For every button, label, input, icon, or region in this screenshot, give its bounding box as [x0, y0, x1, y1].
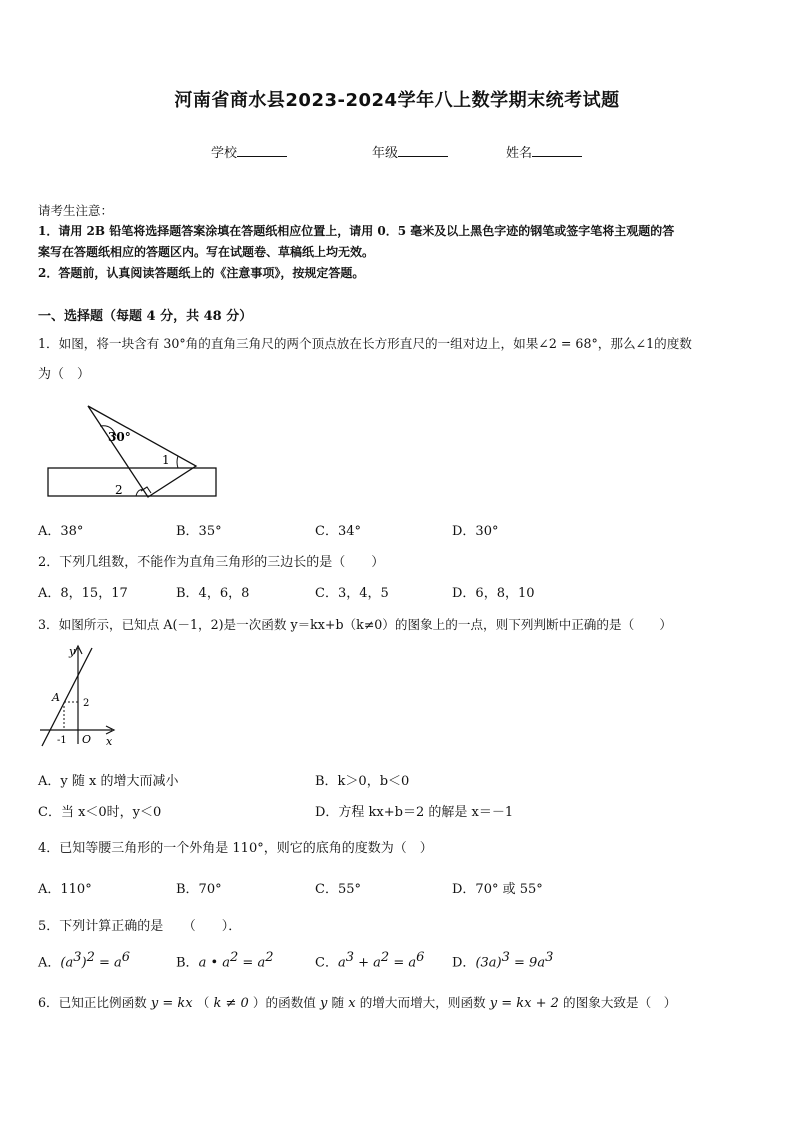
q1-option-c[interactable]: C．34° [315, 524, 361, 539]
q3-figure [36, 642, 120, 750]
q6-function1: y = kx [146, 996, 197, 1011]
q6-part3: ）的函数值 [252, 995, 316, 1010]
q6-x-var: x [344, 996, 360, 1011]
grade-blank[interactable] [398, 144, 448, 157]
q1-line2: 为（ ） [38, 367, 91, 382]
q5-a-res-exp: 6 [121, 950, 131, 965]
q5-c-eq: = a [389, 955, 417, 971]
q4-text: 4．已知等腰三角形的一个外角是 110°，则它的底角的度数为（ ） [38, 841, 433, 856]
angle30-label: 30° [108, 430, 131, 444]
q3-text: 3．如图所示，已知点 A(－1，2)是一次函数 y＝kx+b（k≠0）的图象上的一点，则下列判断中正确的是（ ） [38, 617, 672, 632]
q5-b-letter: B． [176, 955, 199, 971]
q3-option-b[interactable]: B．k＞0，b＜0 [315, 774, 410, 789]
q5-a-inner-exp: 3 [73, 950, 82, 965]
q2-option-b[interactable]: B．4，6，8 [176, 586, 250, 601]
q2-option-d[interactable]: D．6，8，10 [452, 586, 535, 601]
q2-option-a[interactable]: A．8，15，17 [38, 586, 128, 601]
q6-part2: （ [196, 995, 210, 1010]
x-label: x [106, 735, 113, 748]
notice-item2: 2．答题前，认真阅读答题纸上的《注意事项》，按规定答题。 [38, 266, 365, 280]
page-title: 河南省商水县2023-2024学年八上数学期末统考试题 [174, 90, 620, 111]
y-label: y [69, 645, 76, 658]
q4-option-b[interactable]: B．70° [176, 882, 222, 897]
section1-heading: 一、选择题（每题 4 分，共 48 分） [38, 309, 253, 324]
q2-option-c[interactable]: C．3，4，5 [315, 586, 389, 601]
q5-a-outer-exp: 2 [86, 950, 95, 965]
q5-a-close: ) [81, 955, 87, 971]
q2-text: 2．下列几组数，不能作为直角三角形的三边长的是（ ） [38, 555, 385, 570]
q5-a-letter: A． [38, 955, 61, 971]
q5-option-d[interactable] [452, 950, 553, 970]
school-field[interactable] [211, 142, 287, 161]
name-field[interactable] [506, 142, 582, 161]
q5-option-a[interactable] [38, 950, 130, 970]
angle2-label: 2 [115, 483, 123, 497]
q5-c-exp2: 2 [380, 950, 390, 965]
origin-label: O [82, 733, 92, 746]
q4-option-a[interactable]: A．110° [38, 882, 92, 897]
q5-a-eq: = a [94, 955, 122, 971]
q3-option-d[interactable]: D．方程 kx+b＝2 的解是 x＝－1 [315, 805, 514, 820]
q5-option-c[interactable] [315, 950, 424, 970]
q5-c-exp1: 3 [345, 950, 354, 965]
q1-option-a[interactable]: A．38° [38, 524, 84, 539]
q6-part1: 6．已知正比例函数 [38, 995, 147, 1010]
angle1-label: 1 [162, 453, 170, 467]
q6-text [38, 992, 676, 1011]
q6-y-var: y [315, 996, 332, 1011]
q4-option-c[interactable]: C．55° [315, 882, 361, 897]
q5-a-base: (a [60, 955, 74, 971]
q5-c-res-exp: 6 [416, 950, 425, 965]
q1-option-b[interactable]: B．35° [176, 524, 222, 539]
function-line [42, 648, 92, 746]
q5-c-letter: C． [315, 955, 338, 971]
q5-option-b[interactable] [176, 950, 273, 970]
q5-d-eq: = 9a [509, 955, 546, 971]
point-a-label: A [52, 691, 60, 704]
grade-label: 年级 [372, 146, 399, 161]
q3-option-a[interactable]: A．y 随 x 的增大而减小 [38, 774, 179, 789]
name-blank[interactable] [532, 144, 582, 157]
q5-text: 5．下列计算正确的是 （ ）． [38, 919, 242, 934]
q5-c-plus: + a [354, 955, 381, 971]
grade-field[interactable] [372, 142, 448, 161]
q3-option-c[interactable]: C．当 x＜0时，y＜0 [38, 805, 162, 820]
q5-b-eq: = a [238, 955, 266, 971]
q1-line1: 1．如图，将一块含有 30°角的直角三角尺的两个顶点放在长方形直尺的一组对边上，如果∠2 = 68°，那么∠1的度数 [38, 336, 692, 351]
triangle [88, 406, 196, 497]
q1-option-d[interactable]: D．30° [452, 524, 499, 539]
school-blank[interactable] [237, 144, 287, 157]
q5-c-expr: a [337, 955, 346, 971]
q6-part5: 的增大而增大，则函数 [359, 995, 486, 1010]
q6-part6: 的图象大致是（ ） [563, 995, 677, 1010]
q5-b-expr: a • a [198, 955, 230, 971]
q5-d-letter: D． [452, 955, 476, 971]
q6-part4: 随 [331, 995, 345, 1010]
q5-d-base: (3a) [475, 955, 502, 971]
school-label: 学校 [211, 146, 238, 161]
q5-b-res-exp: 2 [265, 950, 274, 965]
q1-figure [44, 398, 224, 504]
tick-2-label: 2 [83, 698, 90, 709]
q5-b-exp1: 2 [230, 950, 239, 965]
q5-d-outer-exp: 3 [501, 950, 510, 965]
angle1-arc [177, 456, 178, 468]
name-label: 姓名 [506, 146, 533, 161]
q5-d-res-exp: 3 [545, 950, 554, 965]
q6-condition: k ≠ 0 [209, 996, 253, 1011]
notice-item1-line1: 1．请用 2B 铅笔将选择题答案涂填在答题纸相应位置上，请用 0．5 毫米及以上黑色字迹的钢笔或签字笔将主观题的答 [38, 224, 675, 238]
q4-option-d[interactable]: D．70° 或 55° [452, 882, 543, 897]
angle2-arc [136, 490, 144, 496]
q6-function2: y = kx + 2 [485, 996, 564, 1011]
tick-neg1-label: -1 [57, 735, 67, 746]
notice-item1-line2: 案写在答题纸相应的答题区内。写在试题卷、草稿纸上均无效。 [38, 245, 375, 259]
notice-heading: 请考生注意： [38, 203, 114, 218]
